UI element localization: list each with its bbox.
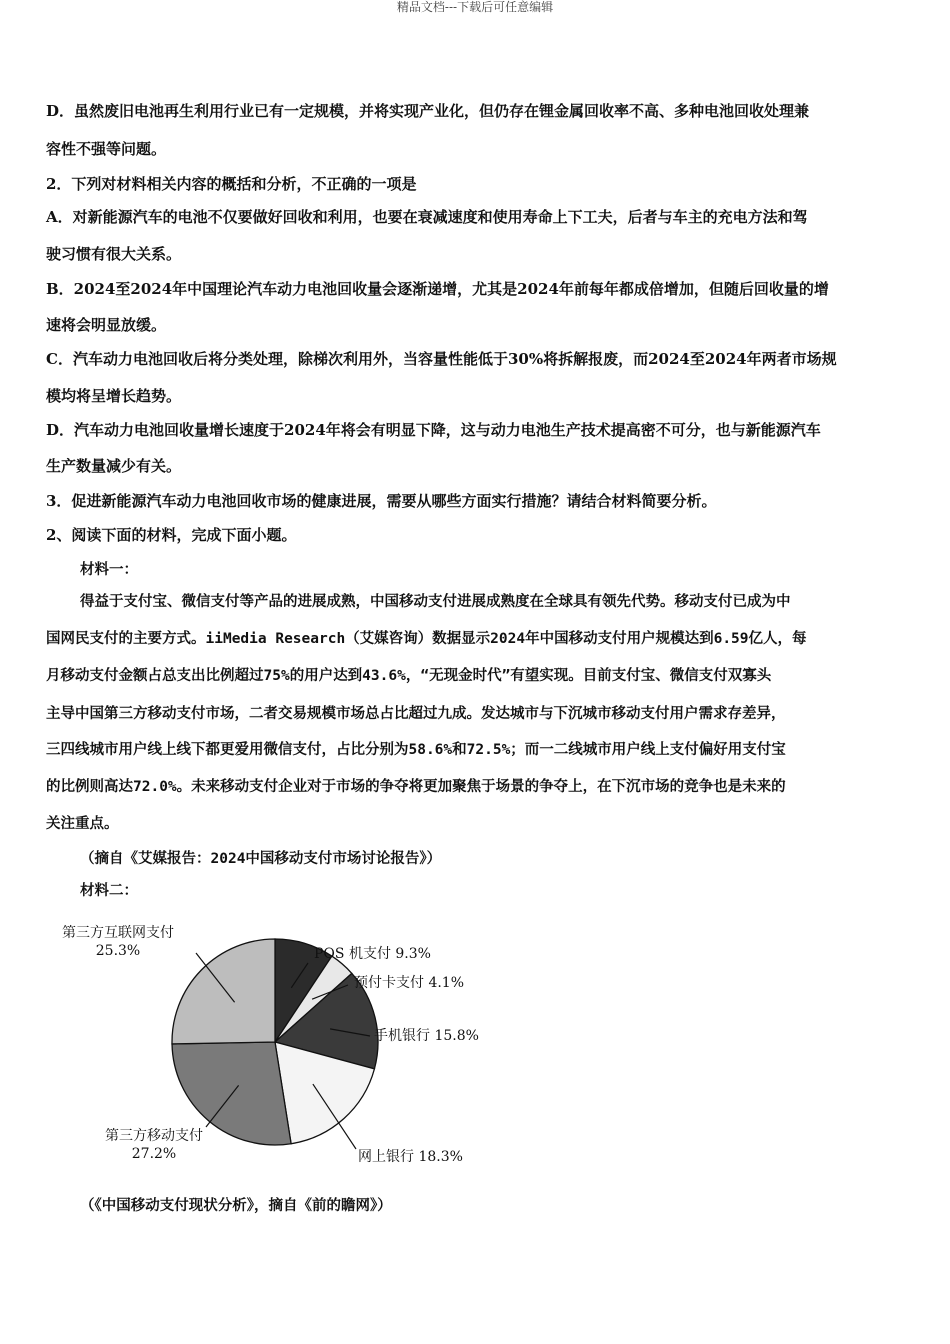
option-b-line-1: B．2024至2024年中国理论汽车动力电池回收量会逐渐递增，尤其是2024年前每年都成倍增加，但随后回收量的增	[46, 280, 829, 298]
material-1-line-2: 国网民支付的主要方式。iiMedia Research（艾媒咨询）数据显示2024年中国移动支付用户规模达到6.59亿人，每	[46, 631, 807, 647]
pie-slice-6	[172, 939, 275, 1044]
pie-label: POS 机支付 9.3%	[314, 946, 431, 962]
option-d2-line-2: 生产数量减少有关。	[46, 457, 182, 475]
material-1-source: （摘自《艾媒报告：2024中国移动支付市场讨论报告》）	[80, 851, 442, 867]
material-1-line-1: 得益于支付宝、微信支付等产品的进展成熟，中国移动支付进展成熟度在全球具有领先代势。移动支付已成为中	[80, 594, 791, 610]
pie-label: 网上银行 18.3%	[358, 1149, 463, 1165]
chart-caption: （《中国移动支付现状分析》，摘自《前的瞻网》）	[80, 1198, 392, 1214]
question-3: 3．促进新能源汽车动力电池回收市场的健康进展，需要从哪些方面实行措施？请结合材料简要分析。	[46, 492, 717, 510]
pie-label-value: 25.3%	[95, 943, 141, 959]
pie-label: 手机银行 15.8%	[374, 1028, 479, 1044]
pie-label-name: 第三方移动支付	[105, 1128, 203, 1144]
page-header: 精品文档---下载后可任意编辑	[396, 0, 554, 14]
option-c-line-1: C．汽车动力电池回收后将分类处理，除梯次利用外，当容量性能低于30%将拆解报废，而2024至2024年两者市场规	[46, 350, 837, 368]
option-a-line-1: A．对新能源汽车的电池不仅要做好回收和利用，也要在衰减速度和使用寿命上下工夫，后者与车主的充电方法和驾	[46, 208, 808, 226]
pie-label-value: 27.2%	[131, 1146, 177, 1162]
material-1-line-5: 三四线城市用户线上线下都更爱用微信支付，占比分别为58.6%和72.5%；而一二线城市用户线上支付偏好用支付宝	[46, 742, 786, 758]
material-1-line-4: 主导中国第三方移动支付市场，二者交易规模市场总占比超过九成。发达城市与下沉城市移动支付用户需求存差异，	[46, 706, 786, 722]
option-d-line-1: D．虽然废旧电池再生利用行业已有一定规模，并将实现产业化，但仍存在锂金属回收率不高、多种电池回收处理兼	[46, 102, 810, 120]
material-1-line-6: 的比例则高达72.0%。未来移动支付企业对于市场的争夺将更加聚焦于场景的争夺上，在下沉市场的竞争也是未来的	[46, 779, 786, 795]
pie-label-name: 第三方互联网支付	[62, 925, 174, 941]
material-1-line-3: 月移动支付金额占总支出比例超过75%的用户达到43.6%，“无现金时代”有望实现。目前支付宝、微信支付双寡头	[46, 668, 772, 684]
option-b-line-2: 速将会明显放缓。	[46, 316, 167, 334]
material-2-label: 材料二：	[80, 883, 138, 899]
option-c-line-2: 模均将呈增长趋势。	[46, 387, 182, 405]
pie-label: 预付卡支付 4.1%	[354, 975, 465, 991]
reading-instruction: 2、阅读下面的材料，完成下面小题。	[46, 526, 297, 544]
material-1-label: 材料一：	[80, 562, 138, 578]
option-a-line-2: 驶习惯有很大关系。	[46, 245, 182, 263]
question-2: 2．下列对材料相关内容的概括和分析，不正确的一项是	[46, 175, 417, 193]
option-d-line-2: 容性不强等问题。	[46, 140, 167, 158]
option-d2-line-1: D．汽车动力电池回收量增长速度于2024年将会有明显下降，这与动力电池生产技术提高密不可分，也与新能源汽车	[46, 421, 821, 439]
payment-share-pie-chart	[46, 905, 506, 1180]
material-1-line-7: 关注重点。	[46, 816, 119, 832]
